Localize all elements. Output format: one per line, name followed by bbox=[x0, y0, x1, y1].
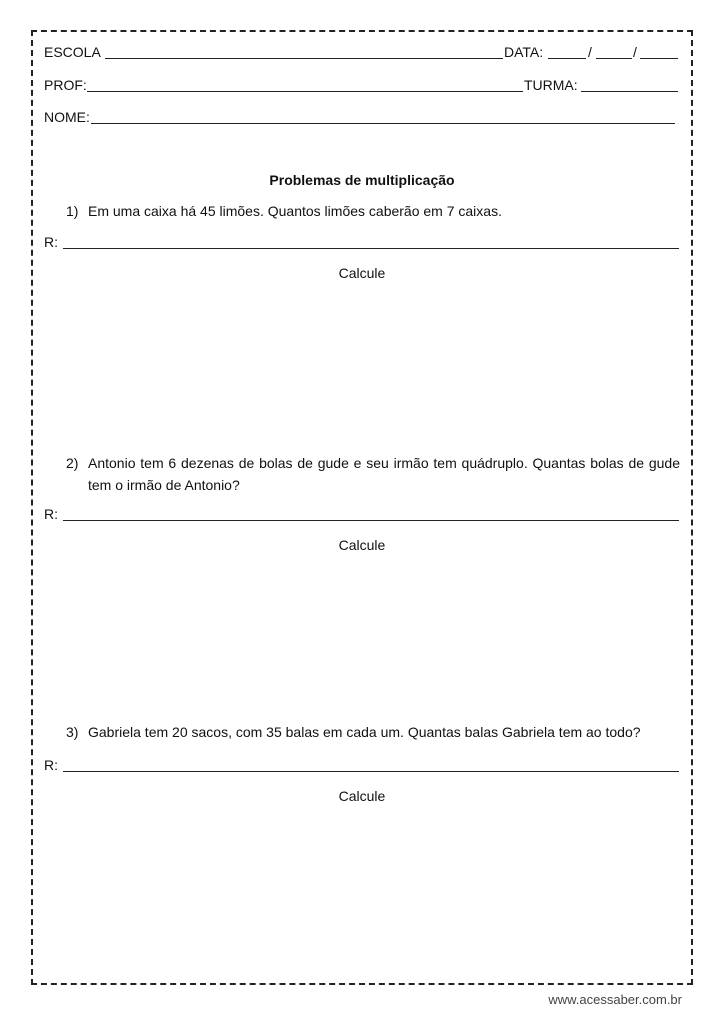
calculation-area[interactable] bbox=[44, 812, 680, 972]
class-label: TURMA: bbox=[524, 77, 578, 93]
question-text: Gabriela tem 20 sacos, com 35 balas em cada um. Quantas balas Gabriela tem ao todo? bbox=[88, 724, 641, 740]
school-field[interactable] bbox=[105, 58, 503, 59]
teacher-field[interactable] bbox=[87, 91, 523, 92]
date-month-field[interactable] bbox=[596, 58, 632, 59]
name-field[interactable] bbox=[91, 123, 675, 124]
answer-label: R: bbox=[44, 506, 58, 522]
calculation-area[interactable] bbox=[44, 290, 680, 440]
question-text: Antonio tem 6 dezenas de bolas de gude e seu irmão tem quádruplo. Quantas bolas de gude tem o irmão de Antonio? bbox=[88, 455, 680, 493]
calculation-area[interactable] bbox=[44, 562, 680, 712]
calculate-label: Calcule bbox=[338, 788, 386, 804]
date-year-field[interactable] bbox=[640, 58, 678, 59]
question-text: Em uma caixa há 45 limões. Quantos limões caberão em 7 caixas. bbox=[88, 203, 502, 219]
class-field[interactable] bbox=[581, 91, 678, 92]
date-separator: / bbox=[633, 44, 637, 60]
name-label: NOME: bbox=[44, 109, 90, 125]
website-footer: www.acessaber.com.br bbox=[548, 992, 682, 1007]
question-number: 1) bbox=[66, 203, 79, 219]
answer-field[interactable] bbox=[63, 248, 679, 249]
question-number: 3) bbox=[66, 724, 79, 740]
date-label: DATA: bbox=[504, 44, 544, 60]
answer-field[interactable] bbox=[63, 771, 679, 772]
calculate-label: Calcule bbox=[338, 537, 386, 553]
question-number: 2) bbox=[66, 455, 79, 471]
calculate-label: Calcule bbox=[338, 265, 386, 281]
answer-label: R: bbox=[44, 234, 58, 250]
teacher-label: PROF: bbox=[44, 77, 87, 93]
date-day-field[interactable] bbox=[548, 58, 586, 59]
answer-label: R: bbox=[44, 757, 58, 773]
school-label: ESCOLA bbox=[44, 44, 101, 60]
answer-field[interactable] bbox=[63, 520, 679, 521]
date-separator: / bbox=[588, 44, 592, 60]
worksheet-title: Problemas de multiplicação bbox=[269, 172, 455, 188]
